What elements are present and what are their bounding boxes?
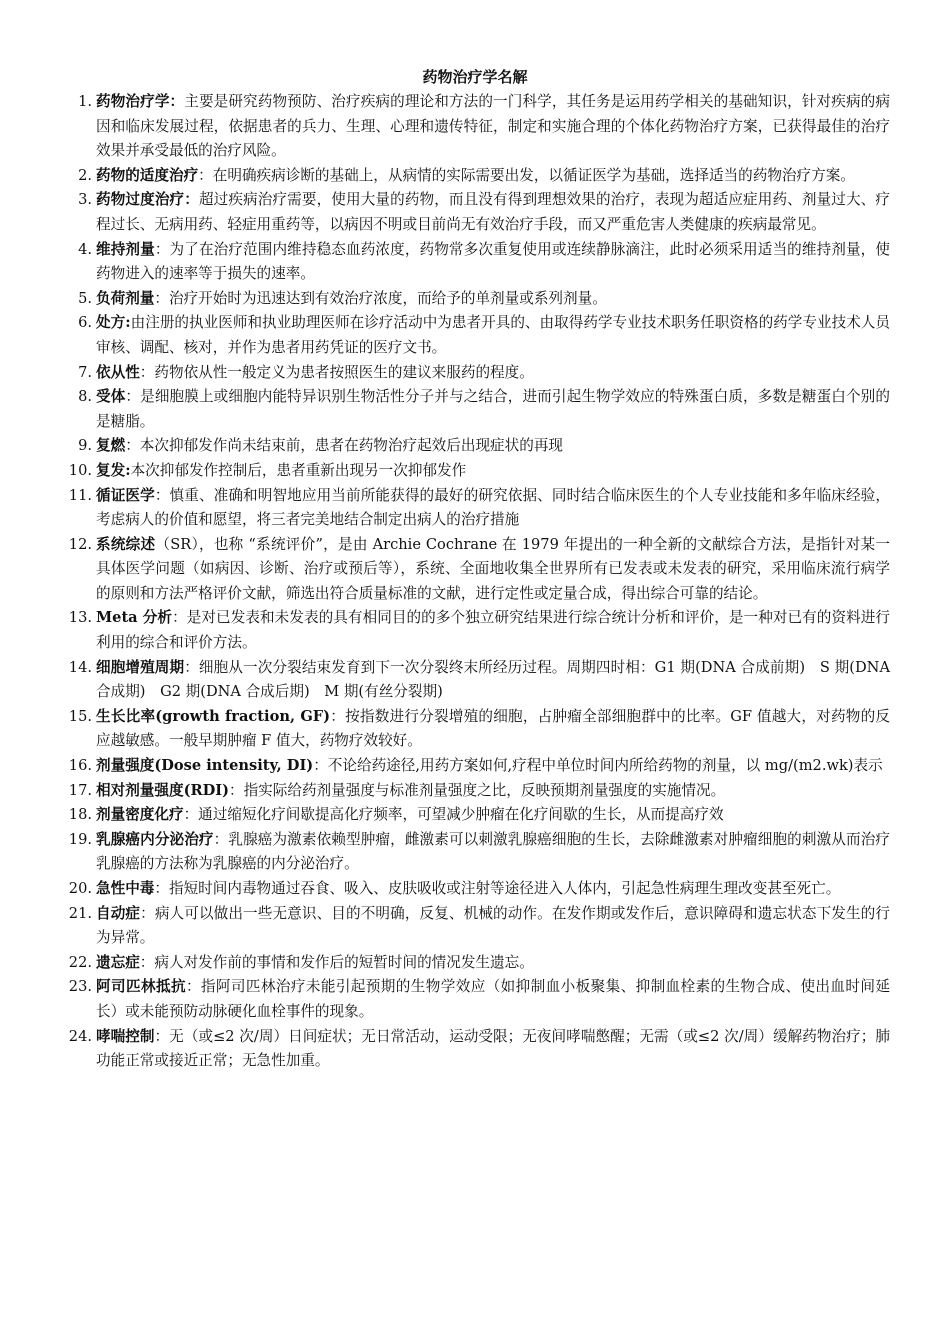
- list-item: [0, 877, 890, 902]
- item-definition: ：药物依从性一般定义为患者按照医生的建议来服药的程度。: [139, 363, 534, 381]
- item-number: 9.: [78, 437, 92, 455]
- item-number: 23.: [68, 978, 92, 996]
- item-definition: ：是对已发表和未发表的具有相同目的的多个独立研究结果进行综合统计分析和评价，是一种对已有的资料进行利用的综合和评价方法。: [96, 609, 891, 652]
- item-definition: ：病人可以做出一些无意识、目的不明确，反复、机械的动作。在发作期或发作后，意识障碍和遗忘状态下发生的行为异常。: [96, 904, 890, 947]
- list-item: [0, 90, 890, 164]
- list-item: [0, 533, 890, 607]
- list-item: [0, 803, 890, 828]
- item-number: 3.: [78, 191, 92, 209]
- item-definition: ：无（或≤2 次/周）日间症状；无日常活动，运动受限；无夜间哮喘憋醒；无需（或≤2 次/周）缓解药物治疗；肺功能正常或接近正常；无急性加重。: [96, 1027, 890, 1070]
- item-number: 8.: [78, 388, 92, 406]
- item-term: 自动症: [96, 904, 141, 922]
- definition-list: [0, 90, 950, 1074]
- item-definition: ：指短时间内毒物通过吞食、吸入、皮肤吸收或注射等途径进入人体内，引起急性病理生理改变甚至死亡。: [154, 880, 841, 897]
- list-item: [0, 951, 890, 976]
- list-item: [0, 164, 890, 189]
- item-term: 剂量密度化疗: [96, 806, 184, 824]
- list-item: [0, 311, 890, 360]
- list-item: [0, 1025, 890, 1074]
- item-term: 复发:: [96, 461, 131, 479]
- item-definition: ：指实际给药剂量强度与标准剂量强度之比，反映预期剂量强度的实施情况。: [228, 781, 726, 799]
- item-definition: ：乳腺癌为激素依赖型肿瘤，雌激素可以刺激乳腺癌细胞的生长，去除雌激素对肿瘤细胞的刺激从而治疗乳腺癌的方法称为乳腺癌的内分泌治疗。: [96, 830, 890, 873]
- item-number: 4.: [78, 240, 92, 258]
- item-number: 5.: [78, 289, 92, 307]
- item-definition: ：为了在治疗范围内维持稳态血药浓度，药物常多次重复使用或连续静脉滴注，此时必须采用适当的维持剂量，使药物进入的速率等于损失的速率。: [96, 240, 890, 283]
- item-number: 24.: [68, 1027, 92, 1045]
- item-definition: ：按指数进行分裂增殖的细胞，占肿瘤全部细胞群中的比率。GF 值越大，对药物的反应越敏感。一般早期肿瘤 F 值大，药物疗效较好。: [96, 707, 890, 750]
- item-term: 依从性: [96, 363, 140, 381]
- list-item: [0, 434, 890, 459]
- list-item: [0, 459, 890, 484]
- item-term: 哮喘控制: [96, 1027, 155, 1045]
- item-term: 维持剂量: [96, 240, 155, 258]
- item-term: 循证医学: [96, 486, 155, 504]
- item-term: 处方:: [96, 314, 131, 332]
- item-term: 负荷剂量: [96, 289, 155, 307]
- item-definition: ：细胞从一次分裂结束发育到下一次分裂终末所经历过程。周期四时相：G1 期(DNA 合成前期) S 期(DNA 合成期) G2 期(DNA 合成后期) M 期(有丝分裂期): [96, 658, 890, 701]
- item-term: 生长比率(growth fraction, GF): [96, 707, 331, 725]
- item-number: 10.: [68, 461, 92, 479]
- item-term: 系统综述: [96, 535, 156, 553]
- item-term: 相对剂量强度(RDI): [96, 781, 229, 799]
- item-term: 乳腺癌内分泌治疗: [96, 830, 214, 848]
- item-definition: 由注册的执业医师和执业助理医师在诊疗活动中为患者开具的、由取得药学专业技术职务任职资格的药学专业技术人员审核、调配、核对，并作为患者用药凭证的医疗文书。: [96, 314, 891, 356]
- item-definition: （SR），也称 “系统评价”，是由 Archie Cochrane 在 1979 年提出的一种全新的文献综合方法，是指针对某一具体医学问题（如病因、诊断、治疗或预后等），系统、全面地收集全世界所有已发表或未发表的研究，采用临床流行病学的原则和方法严格评价文献，筛选出符合质量标准的文献，进行定性或定量合成，得出综合可靠的结论。: [96, 535, 890, 602]
- item-definition: ：是细胞膜上或细胞内能特异识别生物活性分子并与之结合，进而引起生物学效应的特殊蛋白质，多数是糖蛋白个别的是糖脂。: [96, 388, 890, 430]
- list-item: [0, 188, 890, 237]
- item-number: 1.: [78, 93, 92, 110]
- list-item: [0, 754, 890, 779]
- item-number: 16.: [68, 757, 92, 775]
- list-item: [0, 779, 890, 804]
- item-definition: 主要是研究药物预防、治疗疾病的理论和方法的一门科学，其任务是运用药学相关的基础知识，针对疾病的病因和临床发展过程，依据患者的兵力、生理、心理和遗传特征，制定和实施合理的个体化药物治疗方案，已获得最佳的治疗效果并承受最低的治疗风险。: [96, 93, 890, 160]
- item-number: 20.: [68, 880, 92, 897]
- item-number: 17.: [68, 781, 92, 799]
- item-number: 6.: [78, 314, 92, 332]
- item-number: 11.: [68, 486, 92, 504]
- item-number: 14.: [68, 658, 92, 676]
- item-definition: ：不论给药途径,用药方案如何,疗程中单位时间内所给药物的剂量，以 mg/(m2.wk)表示: [313, 757, 883, 775]
- list-item: [0, 975, 890, 1024]
- item-definition: ：治疗开始时为迅速达到有效治疗浓度，而给予的单剂量或系列剂量。: [154, 289, 607, 307]
- list-item: [0, 902, 890, 951]
- item-term: Meta 分析: [96, 609, 173, 627]
- list-item: [0, 287, 890, 312]
- item-term: 药物治疗学：: [96, 93, 185, 110]
- list-item: [0, 705, 890, 754]
- item-term: 药物过度治疗：: [96, 191, 199, 209]
- item-term: 受体: [96, 388, 126, 406]
- list-item: [0, 828, 890, 877]
- list-item: [0, 361, 890, 386]
- item-definition: ：在明确疾病诊断的基础上，从病情的实际需要出发，以循证医学为基础，选择适当的药物治疗方案。: [198, 166, 855, 184]
- item-number: 19.: [68, 830, 92, 848]
- item-definition: ：慎重、准确和明智地应用当前所能获得的最好的研究依据、同时结合临床医生的个人专业技能和多年临床经验，考虑病人的价值和愿望，将三者完美地结合制定出病人的治疗措施: [96, 486, 890, 529]
- list-item: [0, 606, 890, 655]
- item-term: 细胞增殖周期: [96, 658, 185, 676]
- item-term: 急性中毒: [96, 880, 155, 897]
- item-definition: 超过疾病治疗需要，使用大量的药物，而且没有得到理想效果的治疗，表现为超适应症用药、剂量过大、疗程过长、无病用药、轻症用重药等，以病因不明或目前尚无有效治疗手段，而又严重危害人类健康的疾病最常见。: [96, 191, 890, 233]
- item-definition: ：病人对发作前的事情和发作后的短暂时间的情况发生遗忘。: [139, 953, 534, 971]
- item-term: 阿司匹林抵抗: [96, 978, 186, 996]
- item-number: 18.: [68, 806, 92, 824]
- item-definition: ：本次抑郁发作尚未结束前，患者在药物治疗起效后出现症状的再现: [125, 437, 564, 455]
- item-term: 复燃: [96, 437, 126, 455]
- item-definition: 本次抑郁发作控制后，患者重新出现另一次抑郁发作: [130, 461, 467, 479]
- item-term: 药物的适度治疗: [96, 166, 199, 184]
- item-term: 遗忘症: [96, 953, 140, 971]
- item-number: 7.: [78, 363, 92, 381]
- item-definition: ：通过缩短化疗间歇提高化疗频率，可望减少肿瘤在化疗间歇的生长，从而提高疗效: [183, 806, 724, 824]
- item-number: 15.: [68, 707, 92, 725]
- item-definition: ：指阿司匹林治疗未能引起预期的生物学效应（如抑制血小板聚集、抑制血栓素的生物合成、使出血时间延长）或未能预防动脉硬化血栓事件的现象。: [96, 978, 890, 1020]
- item-number: 2.: [78, 166, 92, 184]
- item-number: 21.: [68, 904, 92, 922]
- document-title: 药物治疗学名解: [422, 68, 528, 86]
- list-item: [0, 484, 890, 533]
- list-item: [0, 238, 890, 287]
- item-term: 剂量强度(Dose intensity, DI): [96, 757, 314, 775]
- list-item: [0, 656, 890, 705]
- item-number: 22.: [68, 953, 92, 971]
- item-number: 13.: [68, 609, 92, 627]
- list-item: [0, 385, 890, 434]
- item-number: 12.: [68, 535, 92, 553]
